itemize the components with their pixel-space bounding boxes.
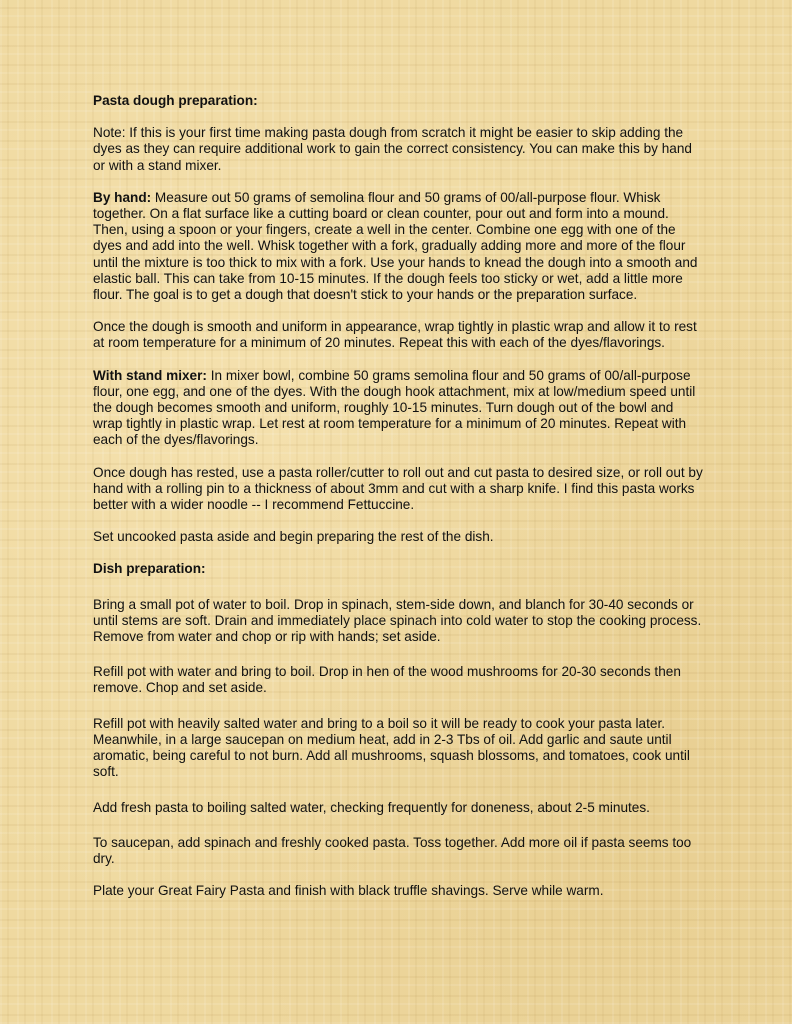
roll-out-paragraph: Once dough has rested, use a pasta roller/cutter to roll out and cut pasta to desired size, or roll out by hand with a rolling pin to a thickness of about 3mm and cut with a sharp knife. I find this pasta works better with a wider noodle -- I recommend Fettuccine. — [93, 464, 703, 513]
stand-mixer-text: In mixer bowl, combine 50 grams semolina flour and 50 grams of 00/all-purpose flour, one egg, and one of the dyes. With the dough hook attachment, mix at low/medium speed until the dough becomes smooth and uniform, roughly 10-15 minutes. Turn dough out of the bowl and wrap tightly in plastic wrap. Let rest at room temperature for a minimum of 20 minutes. Repeat with each of the dyes/flavorings. — [93, 367, 696, 448]
plate-paragraph: Plate your Great Fairy Pasta and finish with black truffle shavings. Serve while warm. — [93, 883, 604, 899]
pasta-dough-heading: Pasta dough preparation: — [93, 93, 258, 108]
set-aside-paragraph: Set uncooked pasta aside and begin preparing the rest of the dish. — [93, 529, 494, 545]
stand-mixer-label: With stand mixer: — [93, 367, 207, 383]
saucepan-paragraph: Refill pot with heavily salted water and bring to a boil so it will be ready to cook your pasta later. Meanwhile, in a large saucepan on medium heat, add in 2-3 Tbs of oil. Add garlic and saute until aromatic, being careful to not burn. Add all mushrooms, squash blossoms, and tomatoes, cook until soft. — [93, 715, 690, 780]
spinach-paragraph: Bring a small pot of water to boil. Drop in spinach, stem-side down, and blanch for 30-40 seconds or until stems are soft. Drain and immediately place spinach into cold water to stop the cooking process. Remove from water and chop or rip with hands; set aside. — [93, 596, 702, 645]
by-hand-label: By hand: — [93, 189, 152, 205]
by-hand-paragraph — [93, 190, 703, 303]
rest-paragraph: Once the dough is smooth and uniform in appearance, wrap tightly in plastic wrap and allow it to rest at room temperature for a minimum of 20 minutes. Repeat this with each of the dyes/flavorings. — [93, 319, 697, 351]
recipe-document — [93, 93, 703, 899]
boil-pasta-paragraph: Add fresh pasta to boiling salted water, checking frequently for doneness, about 2-5 minutes. — [93, 799, 650, 815]
dish-preparation-heading: Dish preparation: — [93, 561, 206, 577]
mushrooms-paragraph: Refill pot with water and bring to boil. Drop in hen of the wood mushrooms for 20-30 seconds then remove. Chop and set aside. — [93, 664, 681, 696]
by-hand-text: Measure out 50 grams of semolina flour and 50 grams of 00/all-purpose flour. Whisk together. On a flat surface like a cutting board or clean counter, pour out and form into a mound. Then, using a spoon or your fingers, create a well in the center. Combine one egg with one of the dyes and add into the well. Whisk together with a fork, gradually adding more and more of the flour until the mixture is too thick to mix with a fork. Use your hands to knead the dough into a smooth and elastic ball. This can take from 10-15 minutes. If the dough feels too sticky or wet, add a little more flour. The goal is to get a dough that doesn't stick to your hands or the preparation surface. — [93, 189, 698, 303]
stand-mixer-paragraph — [93, 368, 703, 449]
toss-paragraph: To saucepan, add spinach and freshly cooked pasta. Toss together. Add more oil if pasta seems too dry. — [93, 834, 692, 866]
note-paragraph: Note: If this is your first time making pasta dough from scratch it might be easier to skip adding the dyes as they can require additional work to gain the correct consistency. You can make this by hand or with a stand mixer. — [93, 125, 692, 173]
